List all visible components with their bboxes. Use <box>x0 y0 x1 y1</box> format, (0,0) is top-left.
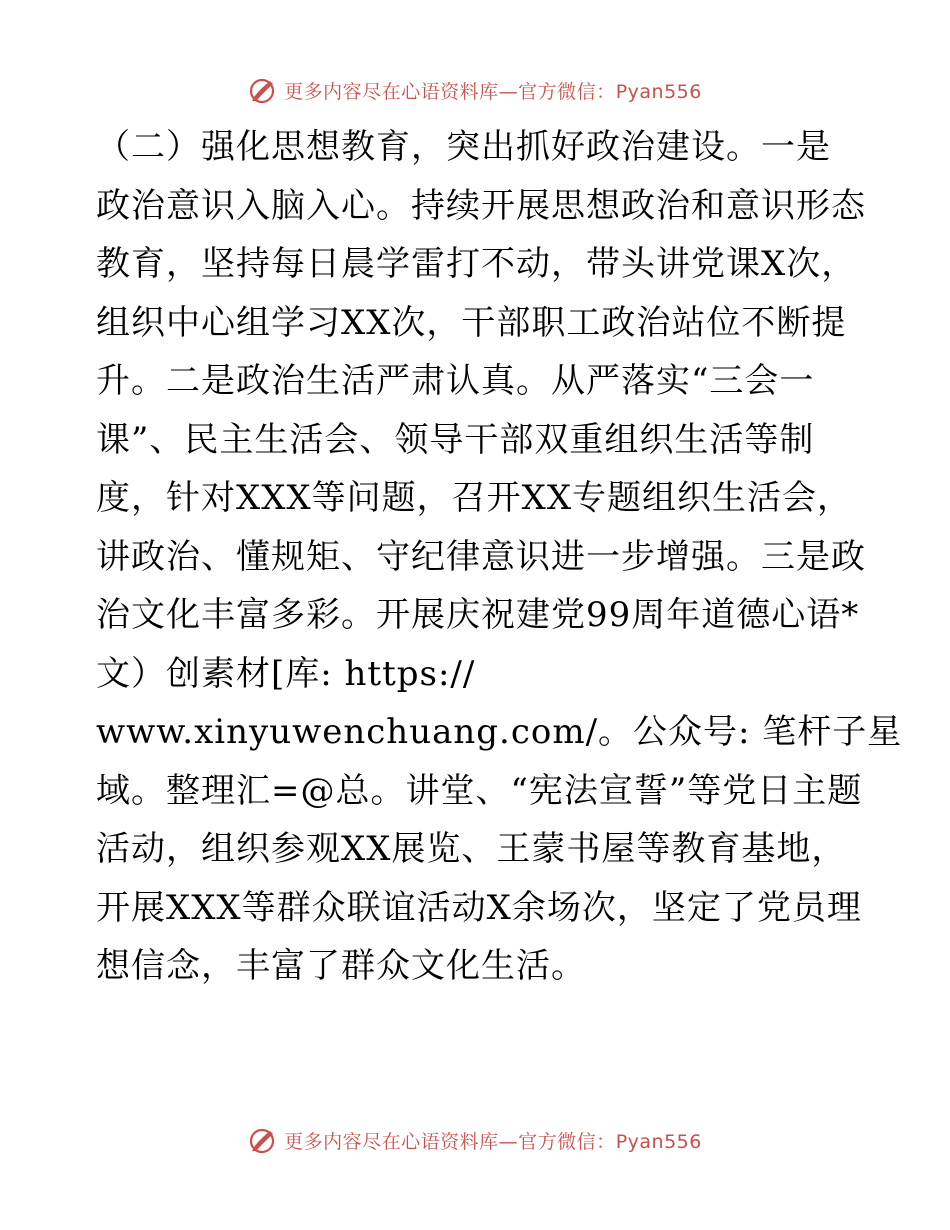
paragraph-line: 讲政治、懂规矩、守纪律意识进一步增强。三是政 <box>96 536 866 577</box>
watermark-text <box>284 1127 702 1154</box>
watermark-wechat-id: Pyan556 <box>615 80 702 103</box>
paragraph-line: 域。整理汇=@总。讲堂、“宪法宣誓”等党日主题 <box>96 770 863 811</box>
watermark-separator: — <box>498 1130 519 1153</box>
document-body <box>96 118 903 996</box>
paragraph-line: 度，针对XXX等问题，召开XX专题组织生活会， <box>96 478 853 518</box>
watermark-official-label: 官方微信： <box>518 1130 616 1153</box>
paragraph-line: 升。二是政治生活严肃认真。从严落实“三会一 <box>96 361 815 401</box>
watermark-separator: — <box>498 80 519 103</box>
paragraph-line: 想信念，丰富了群众文化生活。 <box>96 946 586 986</box>
watermark-official-label: 官方微信： <box>518 80 616 103</box>
watermark-main-text: 更多内容尽在心语资料库 <box>284 1130 499 1153</box>
paragraph-line: 文）创素材[库: https:// <box>96 653 476 694</box>
paragraph-line: 课”、民主生活会、领导干部双重组织生活等制 <box>96 419 815 460</box>
paragraph-line: （二）强化思想教育，突出抓好政治建设。一是 <box>96 127 831 167</box>
paragraph-line: 政治意识入脑入心。持续开展思想政治和意识形态 <box>96 185 866 226</box>
watermark-text <box>284 77 702 104</box>
footer-watermark-banner <box>0 1120 950 1160</box>
paragraph-line: 组织中心组学习XX次，干部职工政治站位不断提 <box>96 302 847 343</box>
paragraph-line: 教育，坚持每日晨学雷打不动，带头讲党课X次， <box>96 244 857 284</box>
paragraph-line: 治文化丰富多彩。开展庆祝建党99周年道德心语* <box>96 595 860 635</box>
brush-pen-logo-icon <box>248 75 278 105</box>
paragraph-line: 开展XXX等群众联谊活动X余场次，坚定了党员理 <box>96 887 862 928</box>
watermark-main-text: 更多内容尽在心语资料库 <box>284 80 499 103</box>
paragraph-line: www.xinyuwenchuang.com/。公众号: 笔杆子星 <box>96 712 903 752</box>
watermark-wechat-id: Pyan556 <box>615 1130 702 1153</box>
brush-pen-logo-icon <box>248 1125 278 1155</box>
paragraph-line: 活动，组织参观XX展览、王蒙书屋等教育基地， <box>96 829 847 869</box>
header-watermark-banner <box>0 70 950 110</box>
